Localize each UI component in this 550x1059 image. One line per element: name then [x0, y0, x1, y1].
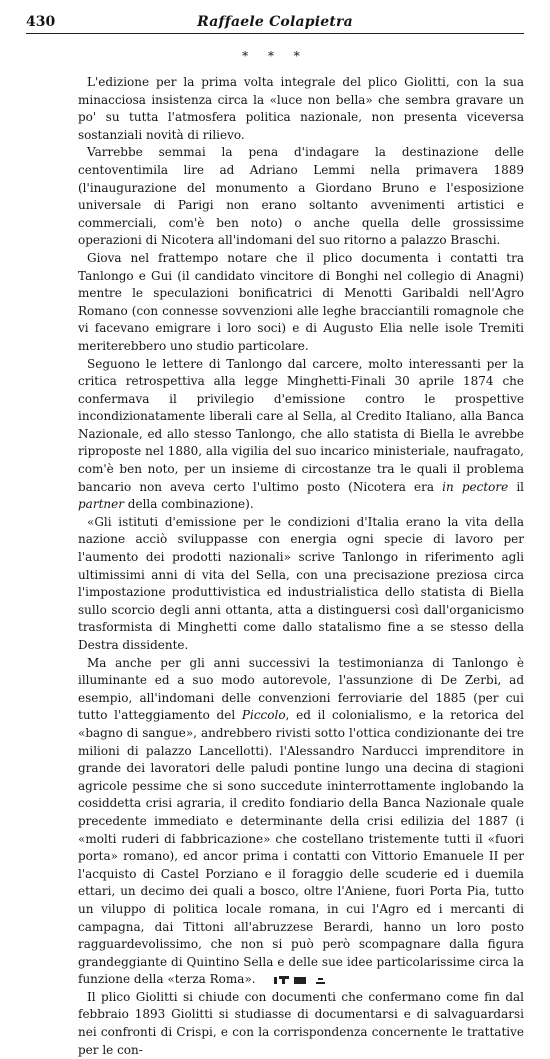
- page-header: [26, 14, 524, 34]
- paragraph: Varrebbe semmai la pena d'indagare la destinazione delle centoventimila lire ad Adriano Lemmi nella primavera 1889 (l'inaugurazione del monumento a Giordano Bruno e l'esposizione universale di Parigi non erano soltanto avvenimenti artistici e commerciali, com'è ben noto) o anche quella delle grossissime operazioni di Nicotera all'indomani del suo ritorno a palazzo Braschi.: [78, 145, 524, 248]
- italic-phrase: Piccolo: [241, 708, 286, 723]
- text-run: il: [508, 479, 524, 494]
- paragraph: «Gli istituti d'emissione per le condizioni d'Italia erano la vita della nazione acciò sviluppasse con energia ogni specie di lavoro per l'aumento dei prodotti nazionali» scrive Tanlongo in riferimento agli ultimissimi anni di vita del Sella, con una precisazione preziosa circa l'impostazione produttivistica ed industrialistica dello statista di Biella sullo scorcio degli anni ottanta, atta a distinguersi così dall'organicismo trasformista di Minghetti come dallo statalismo fine a se stesso della Destra dissidente.: [78, 514, 524, 652]
- page-number: 430: [26, 14, 56, 30]
- ink-smudge: [274, 975, 329, 985]
- paragraph: [78, 655, 524, 989]
- text-run: Seguono le lettere di Tanlongo dal carcere, molto interessanti per la critica retrospettiva alla legge Minghetti-Finali 30 aprile 1874 che confermava il privilegio d'emissione contro le prospettive incondizionatamente liberali care al Sella, al Credito Italiano, alla Banca Nazionale, ed allo stesso Tanlongo, che allo statista di Biella le avrebbe riproposte nel 1880, alla vigilia del suo incarico ministeriale, naufragato, com'è ben noto, per un insieme di circostanze tra le quali il problema bancario non aveva certo l'ultimo posto (Nicotera era: [78, 356, 524, 494]
- paragraph: L'edizione per la prima volta integrale del plico Giolitti, con la sua minacciosa insistenza circa la «luce non bella» che sembra gravare un po' su tutta l'atmosfera politica nazionale, non presenta viceversa sostanziali novità di rilievo.: [78, 75, 524, 142]
- paragraph: Il plico Giolitti si chiude con documenti che confermano come fin dal febbraio 1893 Giolitti si studiasse di documentarsi e di salvaguardarsi nei confronti di Crispi, e con la corrispondenza concernente le trattative per le con-: [78, 989, 524, 1057]
- italic-phrase: in pectore: [442, 479, 509, 494]
- section-separator: * * *: [242, 49, 308, 63]
- body-text: [78, 74, 524, 1059]
- paragraph: Giova nel frattempo notare che il plico documenta i contatti tra Tanlongo e Gui (il candidato vincitore di Bonghi nel collegio di Anagni) mentre le speculazioni bonificatrici di Menotti Garibaldi nell'Agro Romano (con connesse sovvenzioni alle leghe bracciantili romagnole che vi facevano emigrare i loro soci) e di Augusto Elia nelle isole Tremiti meriterebbero uno studio particolare.: [78, 250, 524, 353]
- running-head: Raffaele Colapietra: [197, 14, 353, 30]
- text-run: della combinazione).: [123, 497, 254, 512]
- italic-phrase: partner: [78, 497, 124, 512]
- text-run: , ed il colonialismo, e la retorica del «bagno di sangue», andrebbero rivisti sotto l'ottica condizionante dei tre milioni di palazzo Lancellotti). l'Alessandro Narducci imprenditore in grande dei lavoratori delle paludi pontine lungo una decina di stagioni agricole pessime che si sono succedute ininterrottamente inglobando la cosiddetta crisi agraria, il credito fondiario della Banca Nazionale quale precedente immediato e determinante della crisi edilizia del 1887 (i «molti ruderi di fabbricazione» che costellano tristemente tutti il «fuori porta» romano), ed ancor prima i contatti con Vittorio Emanuele II per l'acquisto di Castel Porziano e il foraggio delle scuderie ed i duemila ettari, un decimo dei quali a bosco, oltre l'Aniene, fuori Porta Pia, tutto un viluppo di politica locale romana, in cui l'Agro ed i mercanti di campagna, dai Tittoni all'abruzzese Berardi, hanno un loro posto ragguardevolissimo, che non si può però scompagnare dalla figura grandeggiante di Quintino Sella e delle sue idee particolarissime circa la funzione della «terza Roma».: [78, 708, 524, 987]
- header-rule: [26, 33, 524, 34]
- paragraph: [78, 356, 524, 514]
- text-run: Ma anche per gli anni successivi la testimonianza di Tanlongo è illuminante ed a suo modo autorevole, l'assunzione di De Zerbi, ad esempio, all'indomani delle convenzioni ferroviarie del 1885 (per cui tutto l'atteggiamento del: [78, 655, 524, 723]
